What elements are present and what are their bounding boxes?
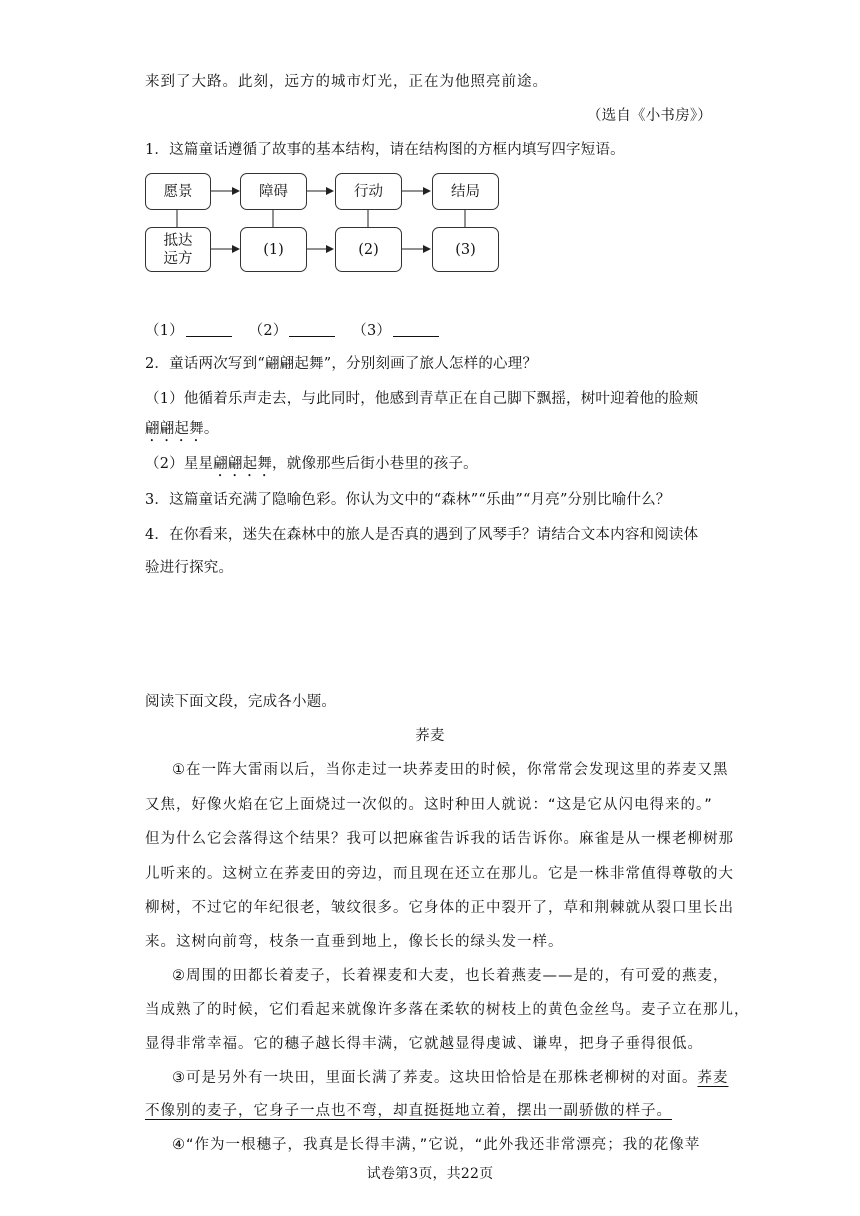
passage-line-8: 当成熟了的时候，它们看起来就像许多落在柔软的树枝上的黄色金丝鸟。麦子立在那儿， xyxy=(145,1002,750,1018)
passage-line-6: 来。这树向前弯，枝条一直垂到地上，像长长的绿头发一样。 xyxy=(145,934,564,950)
question-4-line1: 4．在你看来，迷失在森林中的旅人是否真的遇到了风琴手？请结合文本内容和阅读体 xyxy=(145,527,699,543)
sub2-end: ，就像那些后街小巷里的孩子。 xyxy=(272,456,478,472)
dotted-phrase-2: 翩翩起舞 xyxy=(213,456,273,472)
passage-line-4: 儿听来的。这树立在荞麦田的旁边，而且现在还立在那儿。它是一株非常值得尊敬的大 xyxy=(145,866,734,882)
p3-start: ③可是另外有一块田，里面长满了荞麦。这块田恰恰是在那株老柳树的对面。 xyxy=(172,1070,698,1086)
passage-line-7: ②周围的田都长着麦子，长着裸麦和大麦，也长着燕麦——是的，有可爱的燕麦， xyxy=(172,968,729,984)
question-1: 1．这篇童话遵循了故事的基本结构，请在结构图的方框内填写四字短语。 xyxy=(145,142,625,158)
passage-intro: 阅读下面文段，完成各小题。 xyxy=(145,694,337,710)
question-2-sub2 xyxy=(145,454,478,480)
question-2-sub1-line2 xyxy=(145,419,219,445)
dotted-phrase-1: 翩翩起舞 xyxy=(145,421,204,437)
box-blank-2: (2) xyxy=(335,227,402,272)
box-ending: 结局 xyxy=(432,173,499,210)
passage-p3-line2: 不像别的麦子，它身子一点也不弯，却直挺挺地立着，摆出一副骄傲的样子。 xyxy=(145,1103,672,1119)
answer-label-2: （2） xyxy=(248,323,288,339)
box-action: 行动 xyxy=(335,173,402,210)
question-2-sub1-line1: （1）他循着乐声走去，与此同时，他感到青草正在自己脚下飘摇，树叶迎着他的脸颊 xyxy=(145,391,699,407)
sub2-start: （2）星星 xyxy=(145,456,214,472)
answer-blanks xyxy=(145,321,451,341)
question-4-line2: 验进行探究。 xyxy=(145,560,234,576)
passage-line-1: ①在一阵大雷雨以后，当你走过一块荞麦田的时候，你常常会发现这里的荞麦又黑 xyxy=(172,762,729,778)
page-footer: 试卷第3页，共22页 xyxy=(366,1166,494,1182)
box-reach-afar-line1: 抵达 xyxy=(163,232,193,249)
box-reach-afar xyxy=(145,227,211,272)
question-3: 3．这篇童话充满了隐喻色彩。你认为文中的“森林”“乐曲”“月亮”分别比喻什么？ xyxy=(145,492,671,508)
answer-blank-1[interactable] xyxy=(186,322,232,337)
answer-label-1: （1） xyxy=(145,323,184,339)
passage-end-line: 来到了大路。此刻，远方的城市灯光，正在为他照亮前途。 xyxy=(145,74,548,90)
source-citation: （选自《小书房》） xyxy=(586,108,712,124)
p3-underlined-start: 荞麦 xyxy=(697,1070,729,1086)
passage-line-9: 显得非常幸福。它的穗子越长得丰满，它就越显得虔诚、谦卑，把身子垂得很低。 xyxy=(145,1036,703,1052)
box-blank-3: (3) xyxy=(432,227,499,272)
box-blank-1: (1) xyxy=(240,227,307,272)
passage-line-2: 又焦，好像火焰在它上面烧过一次似的。这时种田人就说：“这是它从闪电得来的。” xyxy=(145,797,713,813)
passage-line-5: 柳树，不过它的年纪很老，皱纹很多。它身体的正中裂开了，草和荆棘就从裂口里长出 xyxy=(145,900,734,916)
box-reach-afar-line2: 远方 xyxy=(163,250,193,267)
passage-title: 荞麦 xyxy=(415,728,445,744)
answer-label-3: （3） xyxy=(352,323,392,339)
passage-p4-line1: ④“作为一根穗子，我真是长得丰满，”它说，“此外我还非常漂亮；我的花像苹 xyxy=(172,1137,701,1153)
box-vision: 愿景 xyxy=(145,173,211,210)
answer-blank-2[interactable] xyxy=(289,322,335,337)
box-obstacle: 障碍 xyxy=(240,173,307,210)
period: 。 xyxy=(203,421,219,437)
question-2: 2．童话两次写到“翩翩起舞”，分别刻画了旅人怎样的心理？ xyxy=(145,356,538,372)
passage-p3-line1 xyxy=(172,1068,729,1088)
passage-line-3: 但为什么它会落得这个结果？我可以把麻雀告诉我的话告诉你。麻雀是从一棵老柳树那 xyxy=(145,831,734,847)
answer-blank-3[interactable] xyxy=(393,322,439,337)
